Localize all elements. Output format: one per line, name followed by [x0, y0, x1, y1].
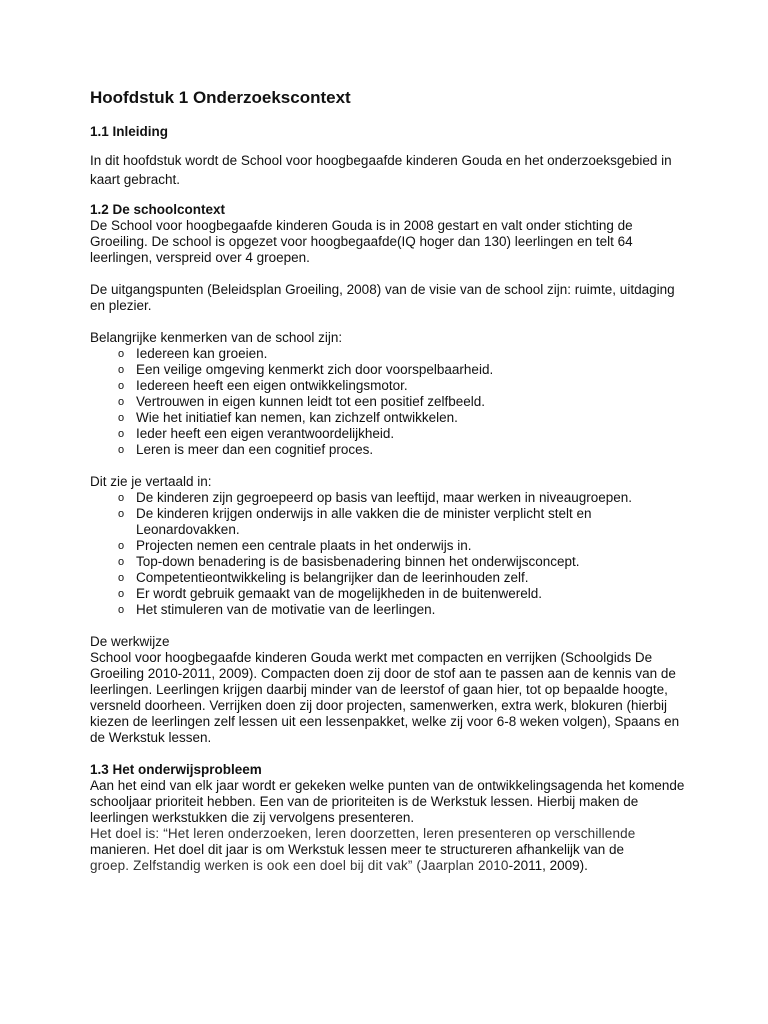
- bullet-icon: o: [118, 492, 125, 505]
- vertaald-item-text: De kinderen krijgen onderwijs in alle vakken die de minister verplicht stelt en Leonardovakken.: [136, 506, 592, 538]
- intro-paragraph: In dit hoofdstuk wordt de School voor hoogbegaafde kinderen Gouda en het onderzoeksgebied in kaart gebracht.: [90, 153, 672, 188]
- onderwijsprobleem-paragraph: Aan het eind van elk jaar wordt er gekeken welke punten van de ontwikkelingsagenda het komende schooljaar prioriteit hebben. Een van de prioriteiten is de Werkstuk lessen. Hierbij maken de leerlingen werkstukken die zij vervolgens presenteren.: [90, 778, 685, 826]
- vertaald-item-text: Top-down benadering is de basisbenadering binnen het onderwijsconcept.: [136, 554, 580, 570]
- bullet-icon: o: [118, 396, 125, 409]
- bullet-icon: o: [118, 444, 125, 457]
- quote-line-1: Het doel is: “Het leren onderzoeken, leren doorzetten, leren presenteren op verschillende: [90, 826, 636, 842]
- werkwijze-paragraph: School voor hoogbegaafde kinderen Gouda werkt met compacten en verrijken (Schoolgids De Groeiling 2010-2011, 2009). Compacten doen zij door de stof aan te passen aan de kennis van de leerlingen. Leerlingen krijgen daarbij minder van de leerstof of gaan hier, tot op bepaalde hoogte, versneld doorheen. Verrijken doen zij door projecten, samenwerken, extra werk, blokuren (hierbij kiezen de leerlingen zelf lessen uit een lessenpakket, welke zij voor 6-8 weken volgen), Spaans en de Werkstuk lessen.: [90, 650, 680, 746]
- kenmerk-item: [118, 426, 690, 442]
- werkwijze-heading: De werkwijze: [90, 634, 170, 650]
- section-heading-1-1: 1.1 Inleiding: [90, 124, 169, 140]
- quote-line-3-tail: -2011, 2009).: [508, 858, 588, 874]
- kenmerken-intro: Belangrijke kenmerken van de school zijn:: [90, 330, 343, 346]
- kenmerk-item: [118, 346, 690, 362]
- kenmerken-list: [90, 346, 690, 458]
- quote-line-2: manieren. Het doel dit jaar is om Werkstuk lessen meer te structureren afhankelijk van de: [90, 842, 624, 858]
- schoolcontext-paragraph: De School voor hoogbegaafde kinderen Gouda is in 2008 gestart en valt onder stichting de Groeiling. De school is opgezet voor hoogbegaafde(IQ hoger dan 130) leerlingen en telt 64 leerlingen, verspreid over 4 groepen.: [90, 218, 633, 266]
- bullet-icon: o: [118, 540, 125, 553]
- bullet-icon: o: [118, 364, 125, 377]
- kenmerk-item-text: Wie het initiatief kan nemen, kan zichzelf ontwikkelen.: [136, 410, 458, 426]
- vertaald-item-text: Projecten nemen een centrale plaats in het onderwijs in.: [136, 538, 472, 554]
- bullet-icon: o: [118, 412, 125, 425]
- vertaald-item-text: Competentieontwikkeling is belangrijker dan de leerinhouden zelf.: [136, 570, 529, 586]
- quote-line-3: [90, 858, 690, 874]
- kenmerk-item-text: Een veilige omgeving kenmerkt zich door voorspelbaarheid.: [136, 362, 494, 378]
- vertaald-item: [118, 570, 690, 586]
- document-page: [90, 88, 690, 874]
- kenmerk-item-text: Iedereen kan groeien.: [136, 346, 268, 362]
- quote-line-3-text: groep. Zelfstandig werken is ook een doel bij dit vak” (Jaarplan 2010: [90, 858, 509, 874]
- section-heading-1-3: 1.3 Het onderwijsprobleem: [90, 762, 262, 778]
- bullet-icon: o: [118, 588, 125, 601]
- bullet-icon: o: [118, 380, 125, 393]
- page-title: Hoofdstuk 1 Onderzoekscontext: [90, 88, 351, 107]
- vertaald-item: [118, 586, 690, 602]
- kenmerk-item-text: Leren is meer dan een cognitief proces.: [136, 442, 374, 458]
- vertaald-item: [118, 554, 690, 570]
- vertaald-list: [90, 490, 690, 618]
- vertaald-item: [118, 506, 690, 538]
- bullet-icon: o: [118, 428, 125, 441]
- vertaald-item-text: Het stimuleren van de motivatie van de leerlingen.: [136, 602, 436, 618]
- vertaald-item-text: De kinderen zijn gegroepeerd op basis van leeftijd, maar werken in niveaugroepen.: [136, 490, 633, 506]
- kenmerk-item: [118, 362, 690, 378]
- vertaald-item: [118, 490, 690, 506]
- bullet-icon: o: [118, 508, 125, 521]
- kenmerk-item: [118, 378, 690, 394]
- vertaald-item: [118, 602, 690, 618]
- bullet-icon: o: [118, 604, 125, 617]
- bullet-icon: o: [118, 348, 125, 361]
- vertaald-item: [118, 538, 690, 554]
- bullet-icon: o: [118, 556, 125, 569]
- kenmerk-item-text: Ieder heeft een eigen verantwoordelijkheid.: [136, 426, 395, 442]
- kenmerk-item-text: Vertrouwen in eigen kunnen leidt tot een positief zelfbeeld.: [136, 394, 485, 410]
- kenmerk-item-text: Iedereen heeft een eigen ontwikkelingsmotor.: [136, 378, 408, 394]
- kenmerk-item: [118, 442, 690, 458]
- kenmerk-item: [118, 394, 690, 410]
- section-heading-1-2: 1.2 De schoolcontext: [90, 202, 226, 218]
- vertaald-intro: Dit zie je vertaald in:: [90, 474, 212, 490]
- uitgangspunten-paragraph: De uitgangspunten (Beleidsplan Groeiling, 2008) van de visie van de school zijn: ruimte, uitdaging en plezier.: [90, 282, 675, 314]
- bullet-icon: o: [118, 572, 125, 585]
- vertaald-item-text: Er wordt gebruik gemaakt van de mogelijkheden in de buitenwereld.: [136, 586, 542, 602]
- kenmerk-item: [118, 410, 690, 426]
